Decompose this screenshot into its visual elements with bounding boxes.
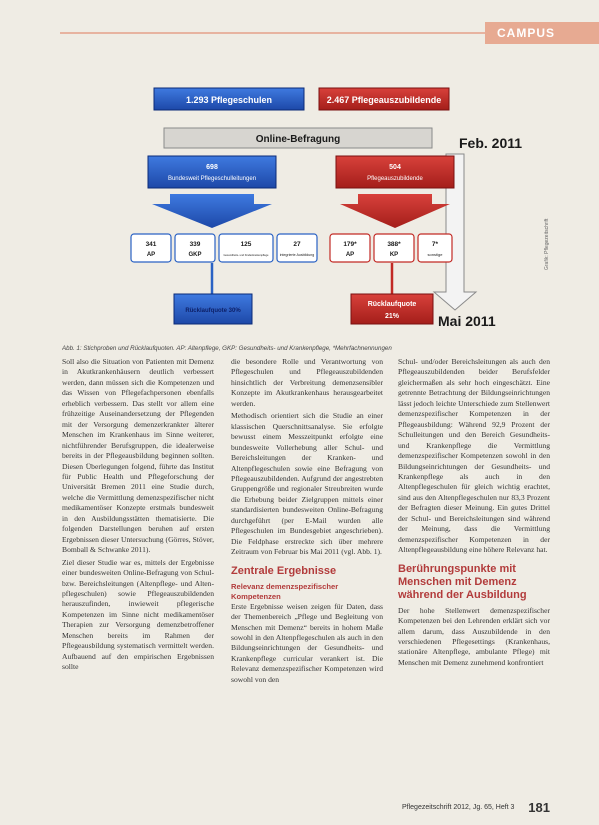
left-result-label: Rücklaufquote 30%: [185, 308, 241, 314]
paragraph: Ziel dieser Studie war es, mittels der Ergebnisse einer bundesweiten Online-Befragung von Schul- bzw. Bereichsleitungen (Altenpflege- und Alten- pflegeschulen) sowie Pflegeauszubildenden herauszufinden, inwieweit pflegerische Kompetenzen im Sinne nicht medikamentöser Therapien zur Versorgung demenzbetroffener Menschen bereits im Rahmen der Pflegeausbildung systematisch vermittelt werden. Aufbauend auf den empirischen Ergebnissen sollte: [62, 557, 214, 672]
right-result-value: 21%: [384, 313, 400, 320]
article-body: [62, 357, 552, 802]
column-2: [231, 357, 383, 802]
journal-citation: Pflegezeitschrift 2012, Jg. 65, Heft 3: [402, 804, 515, 811]
small-box-2-lbl: GKP: [188, 252, 202, 258]
small-box-7-lbl: sonstige: [427, 252, 443, 257]
small-box-6-num: 388*: [387, 241, 401, 248]
column-3: [398, 357, 550, 802]
trainees-label: 2.467 Pflegeauszubildende: [326, 95, 442, 105]
small-box-4: [277, 234, 317, 262]
column-1: [62, 357, 214, 802]
small-box-4-lbl: integrierte Ausbildung: [279, 253, 315, 257]
school-leaders-count: 698: [206, 164, 218, 171]
small-box-7: [418, 234, 452, 262]
date-end: Mai 2011: [438, 313, 496, 329]
page-number: 181: [528, 800, 550, 815]
study-diagram: [62, 82, 548, 342]
left-small-boxes: [131, 234, 317, 262]
paragraph: Erste Ergebnisse weisen zeigen für Daten, dass der Themenbereich „Pflege und Begleitung von Menschen mit Demenz“ bereits in hohem Maße sowohl in den Altenpflegeschulen als auch in den Bildungseinrichtungen der Gesundheits- und Krankenpflege curricular verankert ist. Die Relevanz demenzspezifischer Kompetenzen wird sowohl von den: [231, 601, 383, 684]
school-leaders-box: [148, 156, 276, 188]
school-leaders-label: Bundesweit Pflegeschulleitungen: [167, 176, 257, 182]
section-header: [0, 22, 599, 44]
small-box-3: [219, 234, 273, 262]
section-heading: Berührungspunkte mit Menschen mit Demenz während der Ausbildung: [398, 562, 527, 601]
paragraph: Der hohe Stellenwert demenzspezifischer Kompetenzen bei den Lehrenden erklärt sich vor allem darum, dass Auszubildende in den verschiedenen Pflegesettings (Krankenhaus, stationäre Altenpflege, ambulante Pflege) mit Menschen mit Demenz zunehmend konfrontiert: [398, 605, 550, 667]
schools-label: 1.293 Pflegeschulen: [185, 95, 273, 105]
paragraph: Methodisch orientiert sich die Studie an einer klassischen Querschnittsanalyse. Sie erfolgte bewusst einem Messzeitpunkt erfolgte eine bundesweite Vollerhebung aller Schul- und Bereichsleitungen der Kranken- und Altenpflegeschulen sowie eine Befragung von Pflegeauszubildenden. Aufgrund der angestrebten Gruppengröße und regionaler Streubreiten wurde die Erhebung beider Zielgruppen mittels einer standardisierten bundesweiten Online-Befragung durchgeführt (per E-Mail wurden alle Pflegeschulen im Bundesgebiet angeschrieben). Die Feldphase erstreckte sich über mehrere Zeitraum von Februar bis Mai 2011 (vgl. Abb. 1).: [231, 411, 383, 557]
paragraph: die besondere Rolle und Verantwortung von Pflegeschulen und Pflegeauszubildenden hinsichtlich der Verbreitung demenzsensibler Konzepte im Akutkrankenhaus herausgearbeitet werden.: [231, 357, 383, 408]
survey-label: Online-Befragung: [255, 134, 341, 145]
small-box-3-lbl: Gesundheits- und Kinderkrankenpflege: [223, 254, 269, 257]
header-rule: [60, 32, 499, 34]
subsection-heading: Relevanz demenzspezifischer Kompetenzen: [231, 581, 339, 601]
small-box-1-num: 341: [145, 241, 157, 248]
right-down-arrow: [340, 194, 450, 228]
section-label: CAMPUS: [485, 22, 599, 44]
left-down-arrow: [152, 194, 272, 228]
right-result-title: Rücklaufquote: [367, 301, 417, 308]
small-box-2-num: 339: [189, 241, 201, 248]
trainees-sample-count: 504: [389, 164, 401, 171]
paragraph: Schul- und/oder Bereichsleitungen als auch den Pflegeauszubildenden beider Berufsfelder gleichermaßen als sehr hoch eingeschätzt. Eine getrennte Betrachtung der Bildungseinrichtungen lässt jedoch leichte Unterschiede zum Stellenwert demenzspezifischer Kompetenzen in der Pflegeausbildung: Während 92,9 Prozent der Schulleitungen und den Bereich Gesundheits- und Krankenpflege die Vermittlung demenzspezifischer Kompetenzen sowohl in den Bildungseinrichtungen der Gesundheits- und Krankenpflege als auch in den Altenpflegeschulen für gleich wichtig erachtet, sind aus den Altenpflegeschulen nur 83,3 Prozent der Befragten dieser Meinung. Ein gutes Drittel der Schul- und Bereichsleitungen sind während der Meinung, dass die Vermittlung demenzspezifischer Kompetenzen in der Altenpflegeausbildung eine höhere Relevanz hat.: [398, 357, 550, 555]
small-box-4-num: 27: [293, 241, 301, 248]
right-small-boxes: [330, 234, 452, 262]
small-box-3-num: 125: [240, 241, 252, 248]
paragraph: Soll also die Situation von Patienten mit Demenz in Akutkrankenhäusern deutlich verbessert werden, dann müssen sich die Kompetenzen und das Wissen von Pflegefachpersonen ebenfalls erheblich verbessern. Das stellt vor allem eine frühzeitige Auseinandersetzung der Pflegenden mit der Versorgung demenzerkrankter älterer Menschen im Krankenhaus im Sinne weiterer, nichtführender Berufsgruppen, die idealerweise bereits in der Pflegeausbildung beginnen sollten. Diesen Überlegungen folgend, führte das Institut für Public Health und Pflegeforschung der Universität Bremen 2011 eine Studie durch, welche die Vermittlung demenzspezifischer nicht medikamentöser Konzepte erstmals bundesweit in den Ausbildungsstätten thematisierte. Die folgenden Darstellungen beruhen auf ersten Ergebnissen dieser Untersuchung (Görres, Stöver, Bomball & Schwanke 2011).: [62, 357, 214, 555]
small-box-5-num: 179*: [343, 241, 357, 248]
figure-caption: Abb. 1: Stichproben und Rücklaufquoten. AP: Altenpflege, GKP: Gesundheits- und Krankenpflege, *Mehrfachnennungen: [62, 345, 392, 352]
small-box-5-lbl: AP: [345, 252, 355, 258]
trainees-sample-label: Pflegeauszubildende: [367, 176, 423, 182]
section-heading: Zentrale Ergebnisse: [231, 564, 337, 577]
small-box-6-lbl: KP: [389, 252, 399, 258]
page-footer: [380, 800, 550, 816]
figure-credit: Grafik: Pflegezeitschrift: [544, 218, 550, 270]
small-box-1-lbl: AP: [146, 252, 156, 258]
small-box-7-num: 7*: [431, 241, 439, 248]
date-start: Feb. 2011: [459, 135, 523, 151]
trainees-sample-box: [336, 156, 454, 188]
